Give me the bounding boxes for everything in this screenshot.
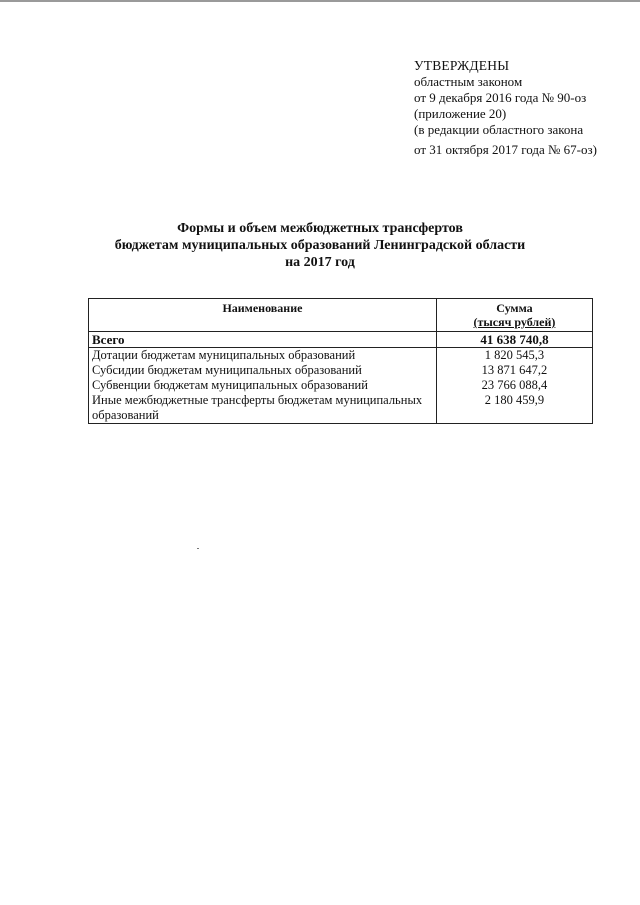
transfers-table [88,298,593,424]
approval-line-1: областным законом [414,74,523,89]
table-row [89,378,593,393]
row-value: 2 180 459,9 [436,393,592,424]
row-name: Субсидии бюджетам муниципальных образований [89,363,437,378]
row-value: 13 871 647,2 [436,363,592,378]
approval-line-4: (в редакции областного закона [414,122,584,137]
table-total [89,332,593,348]
header-name-label: Наименование [222,301,303,315]
table-body [89,348,593,424]
table-row [89,348,593,364]
approval-heading: УТВЕРЖДЕНЫ [414,58,510,73]
table-header-row [89,299,593,332]
table-row [89,393,593,424]
scan-speck [197,548,199,549]
title-line-2: бюджетам муниципальных образований Ленинградской области [114,238,526,253]
approval-stamp [414,58,597,158]
title-line-3: на 2017 год [285,255,355,270]
header-sum-label: Сумма [496,301,533,315]
page-top-border [0,0,640,2]
row-value: 1 820 545,3 [436,348,592,364]
title-line-1: Формы и объем межбюджетных трансфертов [177,221,463,236]
row-value: 23 766 088,4 [436,378,592,393]
approval-line-3: (приложение 20) [414,106,507,121]
row-name: Иные межбюджетные трансферты бюджетам муниципальных образований [89,393,437,424]
approval-line-5: от 31 октября 2017 года № 67-оз) [414,142,597,157]
row-name: Субвенции бюджетам муниципальных образований [89,378,437,393]
header-name-cell [89,299,437,332]
table-row-total [89,332,593,348]
header-sum-unit: (тысяч рублей) [473,315,556,329]
approval-line-2: от 9 декабря 2016 года № 90-оз [414,90,587,105]
table-header [89,299,593,332]
header-sum-cell [436,299,592,332]
total-value: 41 638 740,8 [436,332,592,348]
document-title [0,220,640,271]
row-name: Дотации бюджетам муниципальных образований [89,348,437,364]
total-label: Всего [89,332,437,348]
table-row [89,363,593,378]
